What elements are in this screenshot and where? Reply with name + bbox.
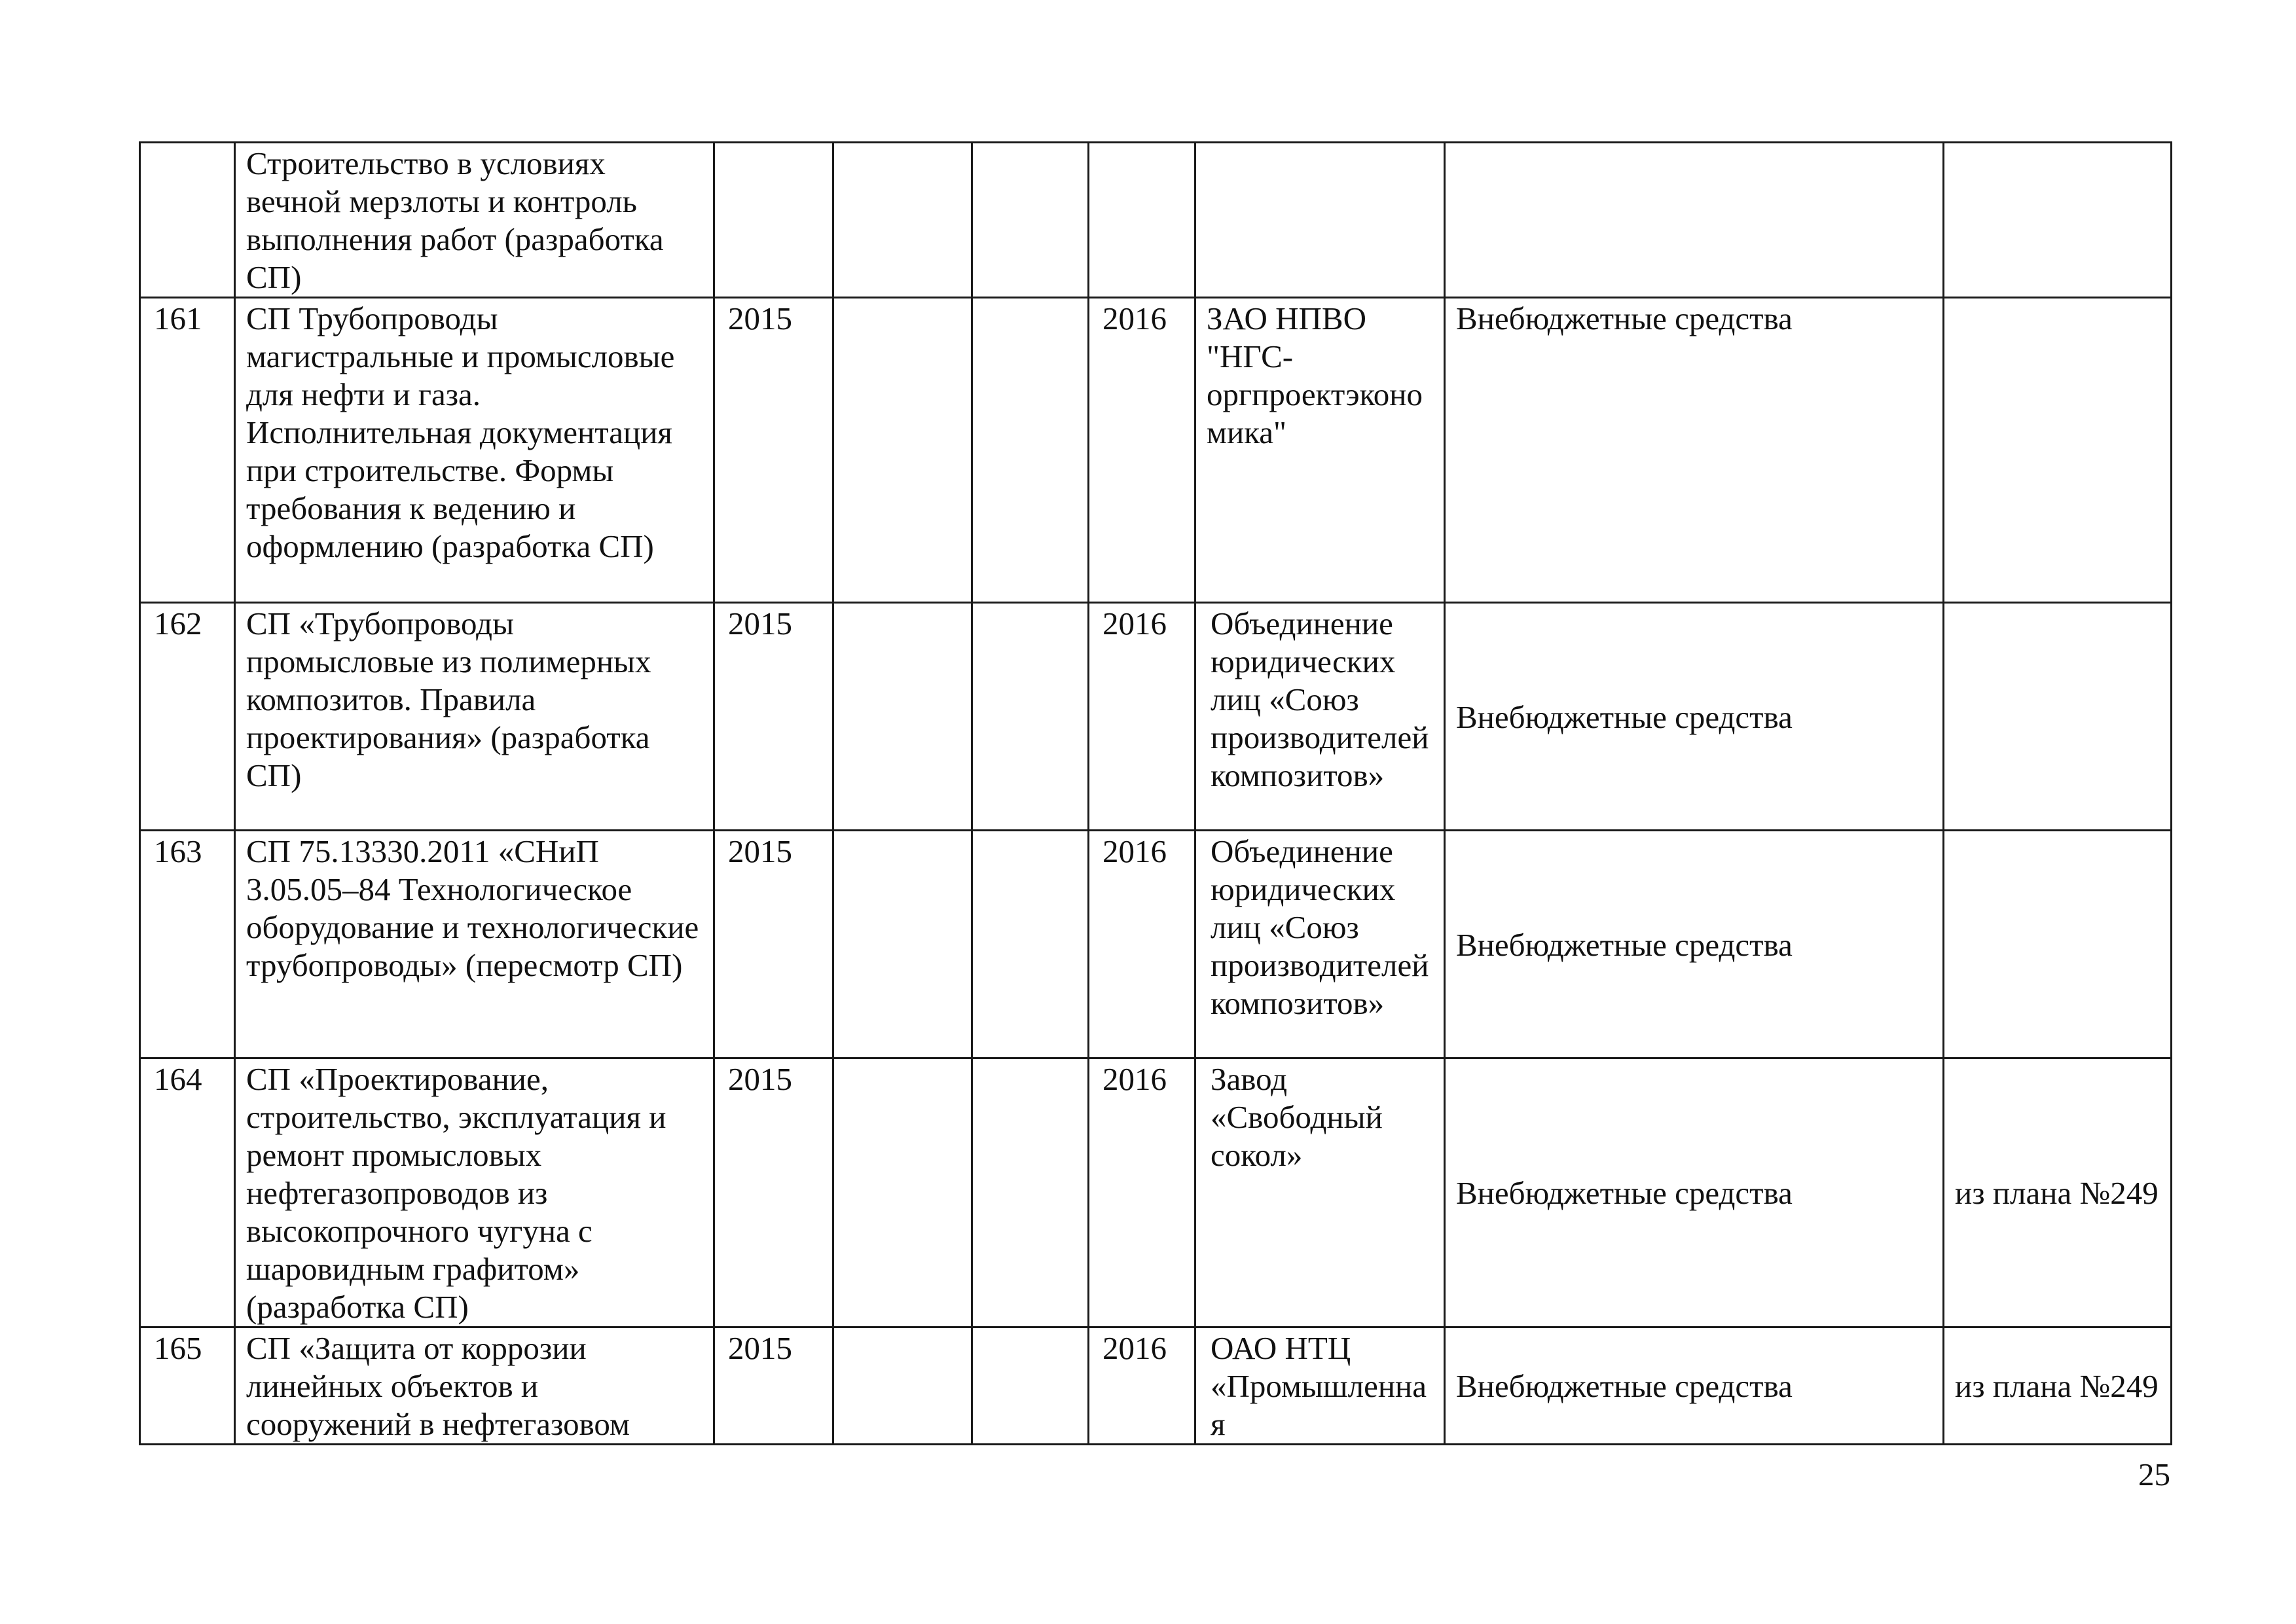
page-number: 25 (2138, 1456, 2170, 1492)
start-year (714, 143, 833, 298)
table-row (140, 1058, 2172, 1327)
note (1944, 831, 2172, 1058)
end-year: 2016 (1089, 1327, 1195, 1445)
row-number: 164 (140, 1058, 235, 1327)
end-year: 2016 (1089, 831, 1195, 1058)
empty-cell (972, 603, 1089, 831)
empty-cell (833, 143, 972, 298)
organization: Завод «Свободный сокол» (1195, 1058, 1445, 1327)
row-number (140, 143, 235, 298)
end-year: 2016 (1089, 298, 1195, 603)
funding-source (1445, 143, 1944, 298)
empty-cell (972, 831, 1089, 1058)
note (1944, 143, 2172, 298)
row-number: 162 (140, 603, 235, 831)
row-number: 163 (140, 831, 235, 1058)
table-row (140, 298, 2172, 603)
note (1944, 298, 2172, 603)
organization: Объединение юридических лиц «Союз производителей композитов» (1195, 831, 1445, 1058)
plan-table (139, 141, 2172, 1445)
document-title: СП «Защита от коррозии линейных объектов и сооружений в нефтегазовом (235, 1327, 714, 1445)
organization: ЗАО НПВО "НГС-оргпроектэкономика" (1195, 298, 1445, 603)
document-title: СП «Трубопроводы промысловые из полимерных композитов. Правила проектирования» (разработка СП) (235, 603, 714, 831)
funding-source: Внебюджетные средства (1445, 831, 1944, 1058)
note: из плана №249 (1944, 1058, 2172, 1327)
empty-cell (972, 143, 1089, 298)
organization (1195, 143, 1445, 298)
start-year: 2015 (714, 603, 833, 831)
empty-cell (833, 298, 972, 603)
row-number: 161 (140, 298, 235, 603)
start-year: 2015 (714, 831, 833, 1058)
organization: Объединение юридических лиц «Союз производителей композитов» (1195, 603, 1445, 831)
funding-source: Внебюджетные средства (1445, 1058, 1944, 1327)
organization: ОАО НТЦ «Промышленная (1195, 1327, 1445, 1445)
note: из плана №249 (1944, 1327, 2172, 1445)
row-number: 165 (140, 1327, 235, 1445)
start-year: 2015 (714, 298, 833, 603)
document-title: СП Трубопроводы магистральные и промысловые для нефти и газа. Исполнительная документация при строительстве. Формы требования к ведению и оформлению (разработка СП) (235, 298, 714, 603)
funding-source: Внебюджетные средства (1445, 1327, 1944, 1445)
empty-cell (972, 298, 1089, 603)
document-title: Строительство в условиях вечной мерзлоты и контроль выполнения работ (разработка СП) (235, 143, 714, 298)
start-year: 2015 (714, 1058, 833, 1327)
document-title: СП 75.13330.2011 «СНиП 3.05.05–84 Технологическое оборудование и технологические трубопроводы» (пересмотр СП) (235, 831, 714, 1058)
empty-cell (833, 603, 972, 831)
empty-cell (972, 1327, 1089, 1445)
table-row (140, 143, 2172, 298)
empty-cell (833, 1327, 972, 1445)
empty-cell (972, 1058, 1089, 1327)
note (1944, 603, 2172, 831)
end-year (1089, 143, 1195, 298)
table-row (140, 603, 2172, 831)
table-row (140, 1327, 2172, 1445)
empty-cell (833, 831, 972, 1058)
table-row (140, 831, 2172, 1058)
empty-cell (833, 1058, 972, 1327)
document-title: СП «Проектирование, строительство, эксплуатация и ремонт промысловых нефтегазопроводов из высокопрочного чугуна с шаровидным графитом» (разработка СП) (235, 1058, 714, 1327)
funding-source: Внебюджетные средства (1445, 298, 1944, 603)
start-year: 2015 (714, 1327, 833, 1445)
end-year: 2016 (1089, 1058, 1195, 1327)
end-year: 2016 (1089, 603, 1195, 831)
funding-source: Внебюджетные средства (1445, 603, 1944, 831)
